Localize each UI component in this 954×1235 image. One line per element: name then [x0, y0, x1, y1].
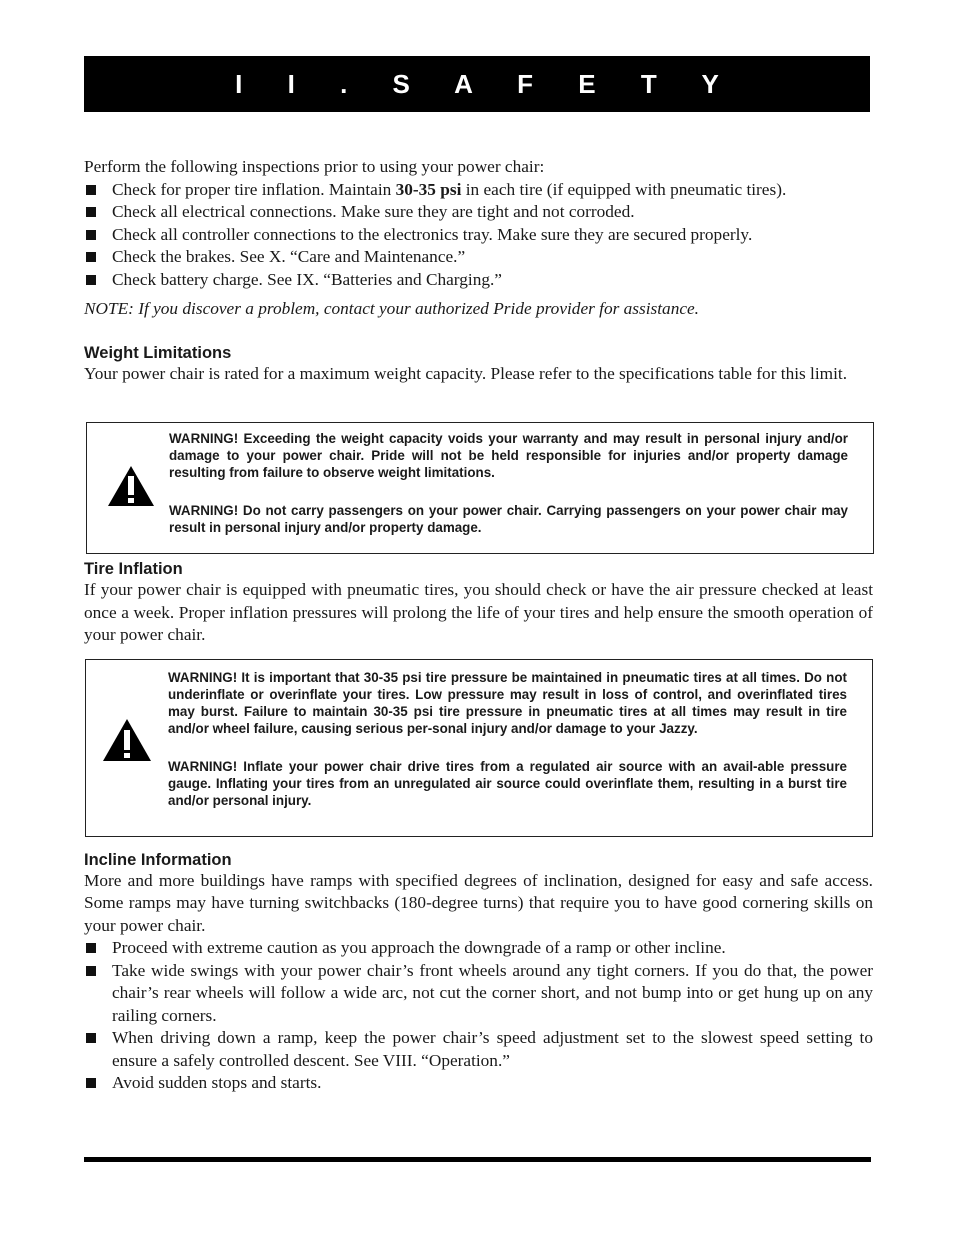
weight-warning-box: [86, 422, 874, 554]
psi-value: 30-35 psi: [395, 179, 462, 199]
tire-warning-box: [85, 659, 873, 837]
incline-heading: Incline Information: [84, 850, 232, 869]
tire-heading: Tire Inflation: [84, 560, 183, 578]
footer-rule: [84, 1157, 871, 1162]
list-item: Check all controller connections to the electronics tray. Make sure they are secured properly.: [84, 224, 873, 247]
list-item: Check the brakes. See X. “Care and Maintenance.”: [84, 246, 873, 269]
square-bullet-icon: [86, 230, 96, 240]
warning-text: WARNING! Inflate your power chair drive tires from a regulated air source with an avail-able pressure gauge. Inflating your tires from an unregulated air source could overinflate them, resulting in a burst tire and/or personal injury.: [168, 758, 847, 808]
warning-text: WARNING! It is important that 30-35 psi tire pressure be maintained in pneumatic tires at all times. Do not underinflate or overinflate your tires. Low pressure may result in loss of control, and overinflated tires may burst. Failure to maintain 30-35 psi tire pressure in pneumatic tires at all times may result in tire and/or wheel failure, causing serious per-sonal injury and/or damage to your Jazzy.: [168, 669, 847, 736]
list-item: Take wide swings with your power chair’s front wheels around any tight corners. If you do that, the power chair’s rear wheels will follow a wide arc, not cut the corner short, and not bump into or get hung up on any railing corners.: [84, 960, 873, 1028]
list-item: Proceed with extreme caution as you approach the downgrade of a ramp or other incline.: [84, 937, 873, 960]
square-bullet-icon: [86, 252, 96, 262]
weight-warning-text: [169, 430, 848, 536]
section-title-banner: [84, 56, 870, 112]
weight-heading: Weight Limitations: [84, 343, 232, 362]
list-item: Check battery charge. See IX. “Batteries and Charging.”: [84, 269, 873, 292]
warning-text: WARNING! Exceeding the weight capacity voids your warranty and may result in personal injury and/or damage to your power chair. Pride will not be held responsible for injuries and/or property damage resulting from failure to observe weight limitations.: [169, 431, 848, 480]
square-bullet-icon: [86, 1078, 96, 1088]
tire-body: If your power chair is equipped with pneumatic tires, you should check or have the air pressure checked at least once a week. Proper inflation pressures will prolong the life of your tires and help ensure the smooth operation of your power chair.: [84, 580, 873, 644]
warning-text: WARNING! Do not carry passengers on your power chair. Carrying passengers on your power chair may result in personal injury and/or property damage.: [169, 503, 848, 535]
section-title: I I . S A F E T Y: [235, 68, 738, 99]
note-text: NOTE: If you discover a problem, contact your authorized Pride provider for assistance.: [84, 299, 700, 318]
warning-triangle-icon: [102, 718, 152, 762]
inspection-list: [84, 179, 873, 292]
square-bullet-icon: [86, 966, 96, 976]
tire-warning-text: [168, 669, 847, 809]
list-item: When driving down a ramp, keep the power chair’s speed adjustment set to the slowest speed setting to ensure a safely controlled descent. See VIII. “Operation.”: [84, 1027, 873, 1072]
warning-triangle-icon: [107, 465, 155, 507]
square-bullet-icon: [86, 275, 96, 285]
square-bullet-icon: [86, 207, 96, 217]
page-content: [84, 156, 873, 1095]
square-bullet-icon: [86, 943, 96, 953]
list-item: Check all electrical connections. Make sure they are tight and not corroded.: [84, 201, 873, 224]
square-bullet-icon: [86, 1033, 96, 1043]
incline-body: More and more buildings have ramps with specified degrees of inclination, designed for easy and safe access. Some ramps may have turning switchbacks (180-degree turns) that require you to have good cornering skills on your power chair.: [84, 870, 873, 935]
intro-text: Perform the following inspections prior to using your power chair:: [84, 157, 545, 176]
list-item: Avoid sudden stops and starts.: [84, 1072, 873, 1095]
incline-list: [84, 937, 873, 1095]
list-item: Check for proper tire inflation. Maintain 30-35 psi in each tire (if equipped with pneumatic tires).: [84, 179, 873, 202]
square-bullet-icon: [86, 185, 96, 195]
weight-body: Your power chair is rated for a maximum weight capacity. Please refer to the specifications table for this limit.: [84, 363, 848, 383]
